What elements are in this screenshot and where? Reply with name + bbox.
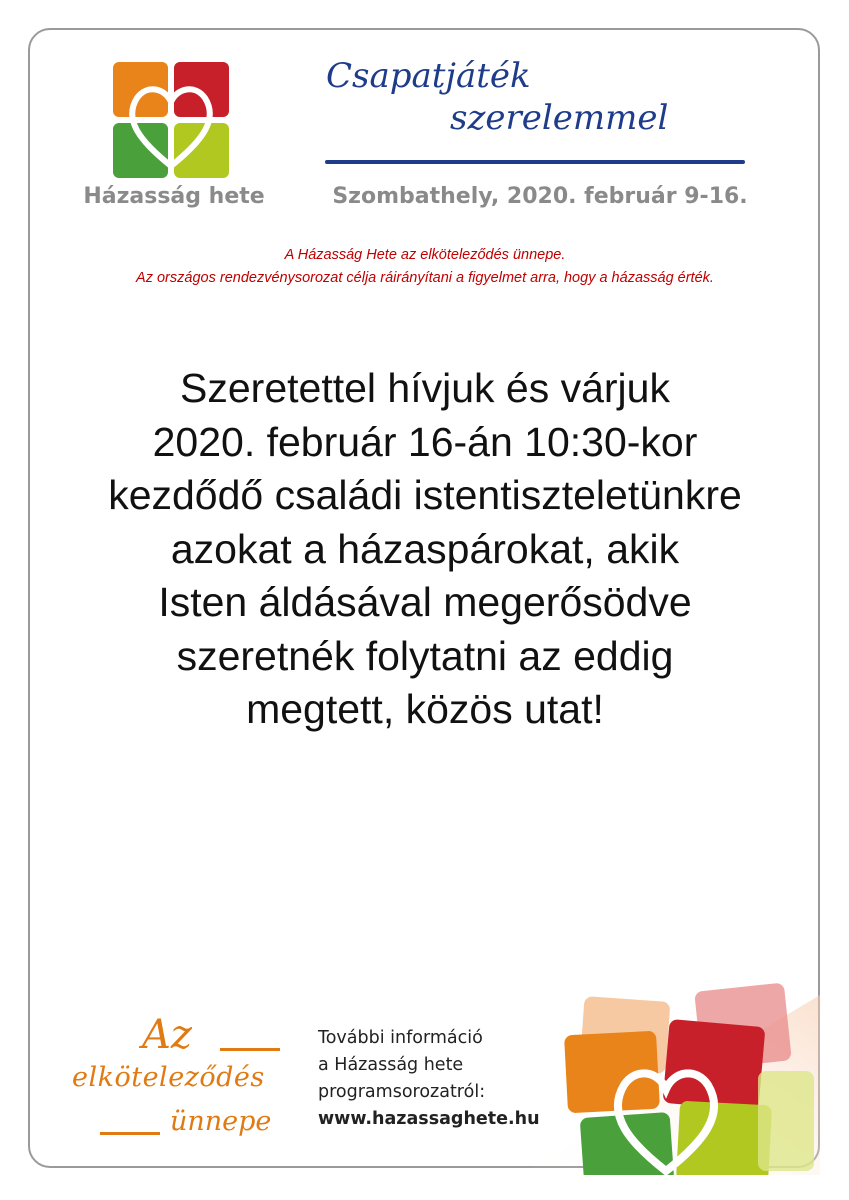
slogan-line-1: Csapatjáték: [326, 56, 531, 96]
invitation-line: Isten áldásával megerősödve: [158, 579, 692, 625]
motto-line-1: Az: [142, 1012, 192, 1058]
slogan-line-2: szerelemmel: [450, 98, 669, 138]
invitation-line: Szeretettel hívjuk és várjuk: [180, 365, 670, 411]
invitation-text: [32, 362, 818, 737]
info-line-1: További információ: [318, 1028, 483, 1048]
deco-square-lime: [676, 1101, 772, 1175]
motto-line-2: elköteleződés: [72, 1062, 265, 1093]
motto-dash-bottom: [100, 1132, 160, 1135]
invitation-line: azokat a házaspárokat, akik: [170, 525, 680, 572]
slogan-underline: [325, 160, 745, 164]
motto-dash-top: [220, 1048, 280, 1051]
motto: [60, 1012, 300, 1152]
motto-line-3: ünnepe: [170, 1106, 272, 1137]
intro-line-2: Az országos rendezvénysorozat célja ráirányítani a figyelmet arra, hogy a házasság érték.: [136, 270, 714, 286]
invitation-line: megtett, közös utat!: [246, 686, 604, 732]
intro-text: [40, 244, 810, 290]
info-line-3: programsorozatról:: [318, 1082, 486, 1102]
place-date: Szombathely, 2020. február 9-16.: [332, 184, 748, 209]
decorative-logo-collage: [520, 975, 820, 1175]
invitation-line: szeretnék folytatni az eddig: [176, 632, 674, 679]
invitation-line: 2020. február 16-án 10:30-kor: [152, 418, 698, 465]
hazassag-hete-logo: [113, 62, 229, 178]
info-line-2: a Házasság hete: [318, 1055, 464, 1075]
invitation-line: kezdődő családi istentiszteletünkre: [108, 472, 742, 518]
slogan: [300, 55, 760, 139]
intro-line-1: A Házasság Hete az elköteleződés ünnepe.: [284, 247, 566, 263]
deco-square-lime-light: [758, 1071, 814, 1171]
logo-caption: Házasság hete: [83, 184, 265, 209]
website-link[interactable]: www.hazassaghete.hu: [318, 1109, 540, 1129]
